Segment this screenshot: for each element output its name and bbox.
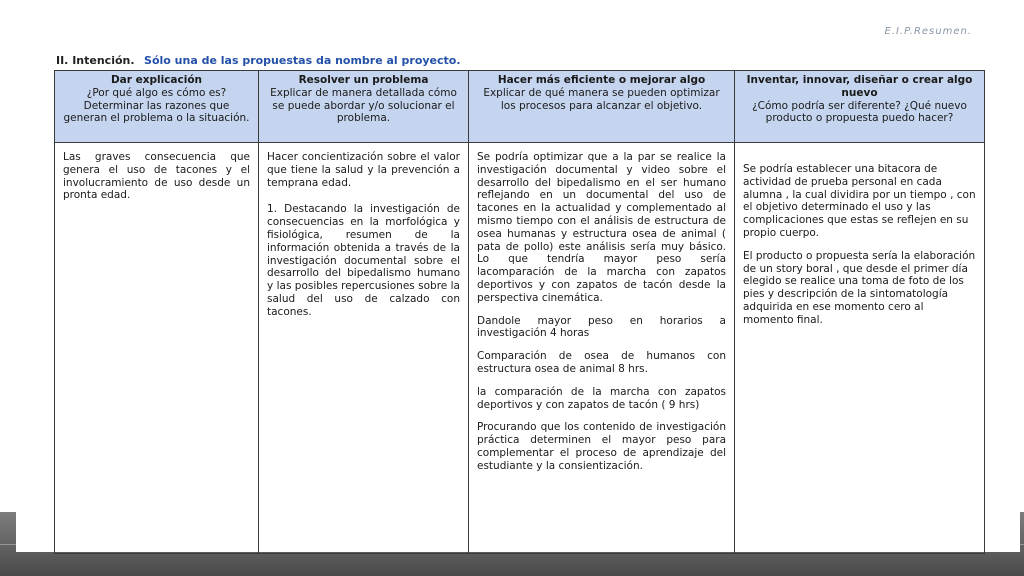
column-description: Explicar de manera detallada cómo se puede abordar y/o solucionar el problema. — [270, 86, 457, 125]
left-edge — [0, 0, 16, 576]
column-heading: Resolver un problema — [298, 74, 429, 86]
body-cell-innovate — [735, 143, 985, 554]
cell-paragraph: Las graves consecuencia que genera el uso de tacones y el involucramiento de uso desde un pronta edad. — [63, 151, 250, 202]
cell-paragraph: Procurando que los contenido de investigación práctica determinen el mayor peso para complementar el proceso de aprendizaje del estudiante y la consientización. — [477, 421, 726, 472]
column-description: ¿Cómo podría ser diferente? ¿Qué nuevo producto o propuesta puedo hacer? — [752, 99, 967, 125]
column-heading: Dar explicación — [110, 74, 203, 86]
cell-paragraph: Comparación de osea de humanos con estructura osea de animal 8 hrs. — [477, 350, 726, 375]
column-heading: Hacer más eficiente o mejorar algo — [497, 74, 706, 86]
intention-table — [54, 70, 985, 554]
section-title — [56, 54, 461, 67]
header-cell-explain — [55, 71, 259, 143]
cell-paragraph: 1. Destacando la investigación de consecuencias en la morfológica y fisiológica, resumen de la información obtenida a través de la investigación documental sobre el desarrollo del bipedalismo humano y las posibles repercusiones sobre la salud del uso de calzado con tacones. — [267, 203, 460, 318]
cell-content — [743, 151, 976, 327]
cell-paragraph: la comparación de la marcha con zapatos deportivos y con zapatos de tacón ( 9 hrs) — [477, 385, 726, 411]
cell-paragraph: Se podría optimizar que a la par se realice la investigación documental y video sobre el desarrollo del bipedalismo en el ser humano reflejando en un documental del uso de tacones en la actualidad y complementado al mismo tiempo con el análisis de estructura de osea humanas y estructura osea de animal ( pata de pollo) este análisis sería muy básico. Lo que tendría mayor peso sería lacomparación de la marcha con zapatos deportivos y con zapatos de tacón desde la perspectiva cinemática. — [477, 151, 726, 304]
cell-paragraph: Se podría establecer una bitacora de actividad de prueba personal en cada alumna , la cual dividira por un tiempo , con el objetivo determinado el uso y las complicaciones que estas se reflejen en su propio cuerpo. — [743, 163, 976, 239]
table-header-row — [55, 71, 985, 143]
section-number: II. Intención. — [56, 54, 135, 67]
column-description: ¿Por qué algo es cómo es? Determinar las razones que generan el problema o la situación. — [63, 86, 250, 125]
cell-paragraph: El producto o propuesta sería la elaboración de un story boral , que desde el primer día elegido se realice una toma de foto de los pies y descripción de la sintomatología adquirida en ese momento cero al momento final. — [743, 249, 976, 326]
table-body-row — [55, 143, 985, 554]
body-cell-solve — [259, 143, 469, 554]
cell-paragraph: Hacer concientización sobre el valor que tiene la salud y la prevención a temprana edad. — [267, 151, 460, 189]
slide-page — [16, 4, 1020, 552]
header-text: E.I.P.Resumen. — [884, 26, 972, 37]
section-note: Sólo una de las propuestas da nombre al proyecto. — [144, 54, 461, 67]
cell-paragraph: Dandole mayor peso en horarios a investigación 4 horas — [477, 314, 726, 340]
header-cell-solve — [259, 71, 469, 143]
body-cell-improve — [469, 143, 735, 554]
column-heading: Inventar, innovar, diseñar o crear algo nuevo — [746, 74, 973, 99]
header-cell-innovate — [735, 71, 985, 143]
column-description: Explicar de qué manera se pueden optimizar los procesos para alcanzar el objetivo. — [483, 86, 720, 112]
header-cell-improve — [469, 71, 735, 143]
body-cell-explain — [55, 143, 259, 554]
